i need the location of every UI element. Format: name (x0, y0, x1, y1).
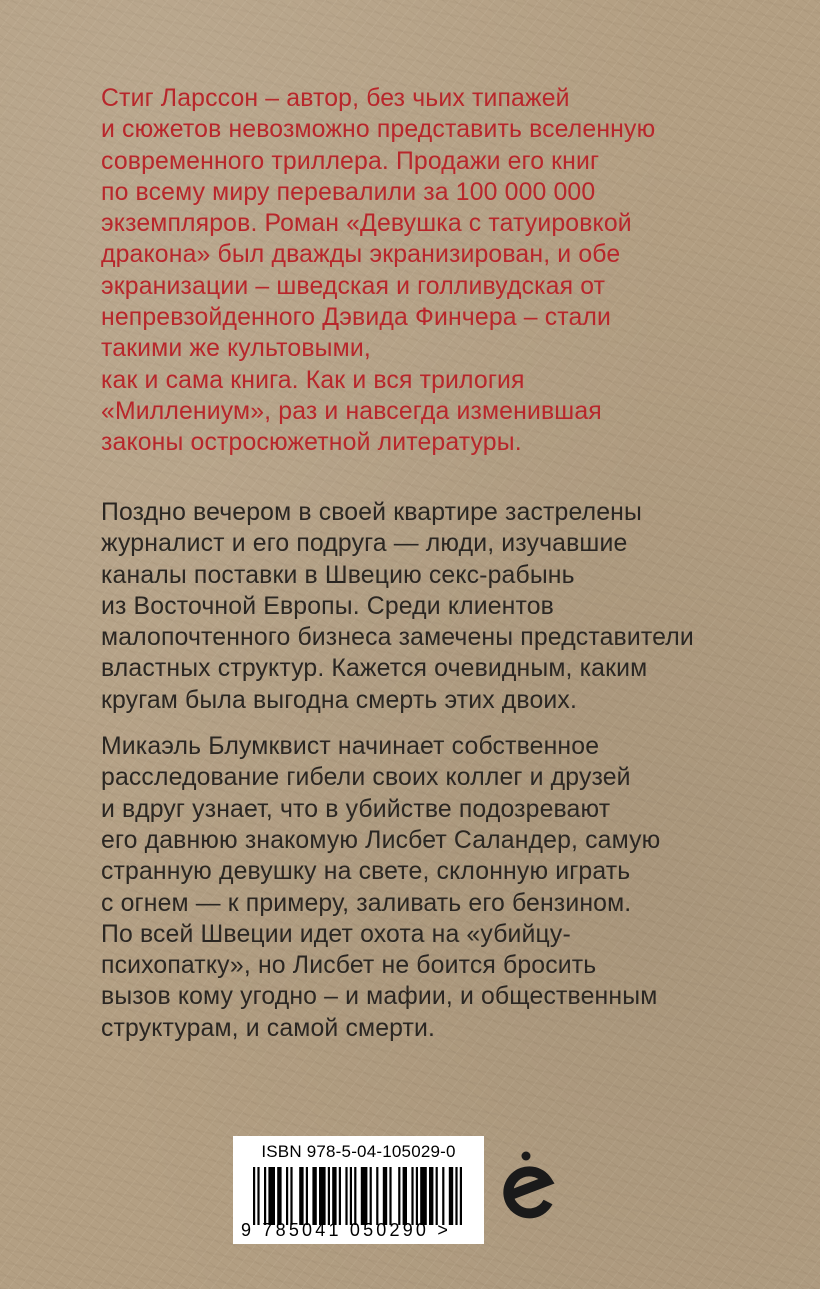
blurb-line: законы остросюжетной литературы. (101, 429, 522, 457)
description-line: из Восточной Европы. Среди клиентов (101, 592, 555, 620)
blurb-line: как и сама книга. Как и вся трилогия (101, 366, 525, 394)
blurb-line: Стиг Ларссон – автор, без чьих типажей (101, 85, 570, 112)
blurb-line: экземпляров. Роман «Девушка с татуировкой (101, 210, 632, 238)
blurb-line: по всему миру перевалили за 100 000 000 (101, 178, 596, 206)
blurb-line: экранизации – шведская и голливудская от (101, 272, 606, 300)
description-line: странную девушку на свете, склонную играть (101, 858, 631, 886)
description-line: кругам была выгодна смерть этих двоих. (101, 686, 577, 714)
blurb-line: современного триллера. Продажи его книг (101, 147, 600, 175)
description-line: По всей Швеции идет охота на «убийцу- (101, 920, 571, 948)
isbn-barcode (233, 1136, 484, 1244)
description-line: властных структур. Кажется очевидным, каким (101, 655, 648, 683)
description-line: Микаэль Блумквист начинает собственное (101, 733, 600, 761)
description-line: расследование гибели своих коллег и друзей (101, 764, 631, 792)
description-line: и вдруг узнает, что в убийстве подозревают (101, 795, 611, 823)
description-line: малопочтенного бизнеса замечены представители (101, 624, 694, 652)
description-line: Поздно вечером в своей квартире застрелены (101, 499, 642, 526)
author-blurb (101, 83, 781, 459)
description-line: психопатку», но Лисбет не боится бросить (101, 952, 597, 980)
description-paragraph-1 (101, 497, 781, 716)
barcode-digits: 9 785041 050290 > (241, 1220, 452, 1240)
description-line: журналист и его подруга — люди, изучавшие (101, 530, 628, 558)
isbn-number: ISBN 978-5-04-105029-0 (261, 1142, 456, 1161)
description-line: каналы поставки в Швецию секс-рабынь (101, 561, 575, 589)
description-line: структурам, и самой смерти. (101, 1014, 436, 1042)
description-line: его давнюю знакомую Лисбет Саландер, самую (101, 826, 661, 854)
blurb-line: и сюжетов невозможно представить вселенную (101, 116, 656, 144)
book-description (101, 497, 781, 1059)
blurb-line: дракона» был дважды экранизирован, и обе (101, 241, 621, 269)
blurb-line: непревзойденного Дэвида Финчера – стали (101, 304, 612, 332)
description-paragraph-2 (101, 731, 781, 1044)
blurb-line: такими же культовыми, (101, 335, 371, 363)
description-line: вызов кому угодно – и мафии, и общественным (101, 983, 658, 1011)
publisher-e-logo-icon (497, 1148, 555, 1232)
barcode-bars (253, 1167, 464, 1225)
blurb-line: «Миллениум», раз и навсегда изменившая (101, 397, 602, 425)
description-line: с огнем — к примеру, заливать его бензином. (101, 889, 632, 917)
